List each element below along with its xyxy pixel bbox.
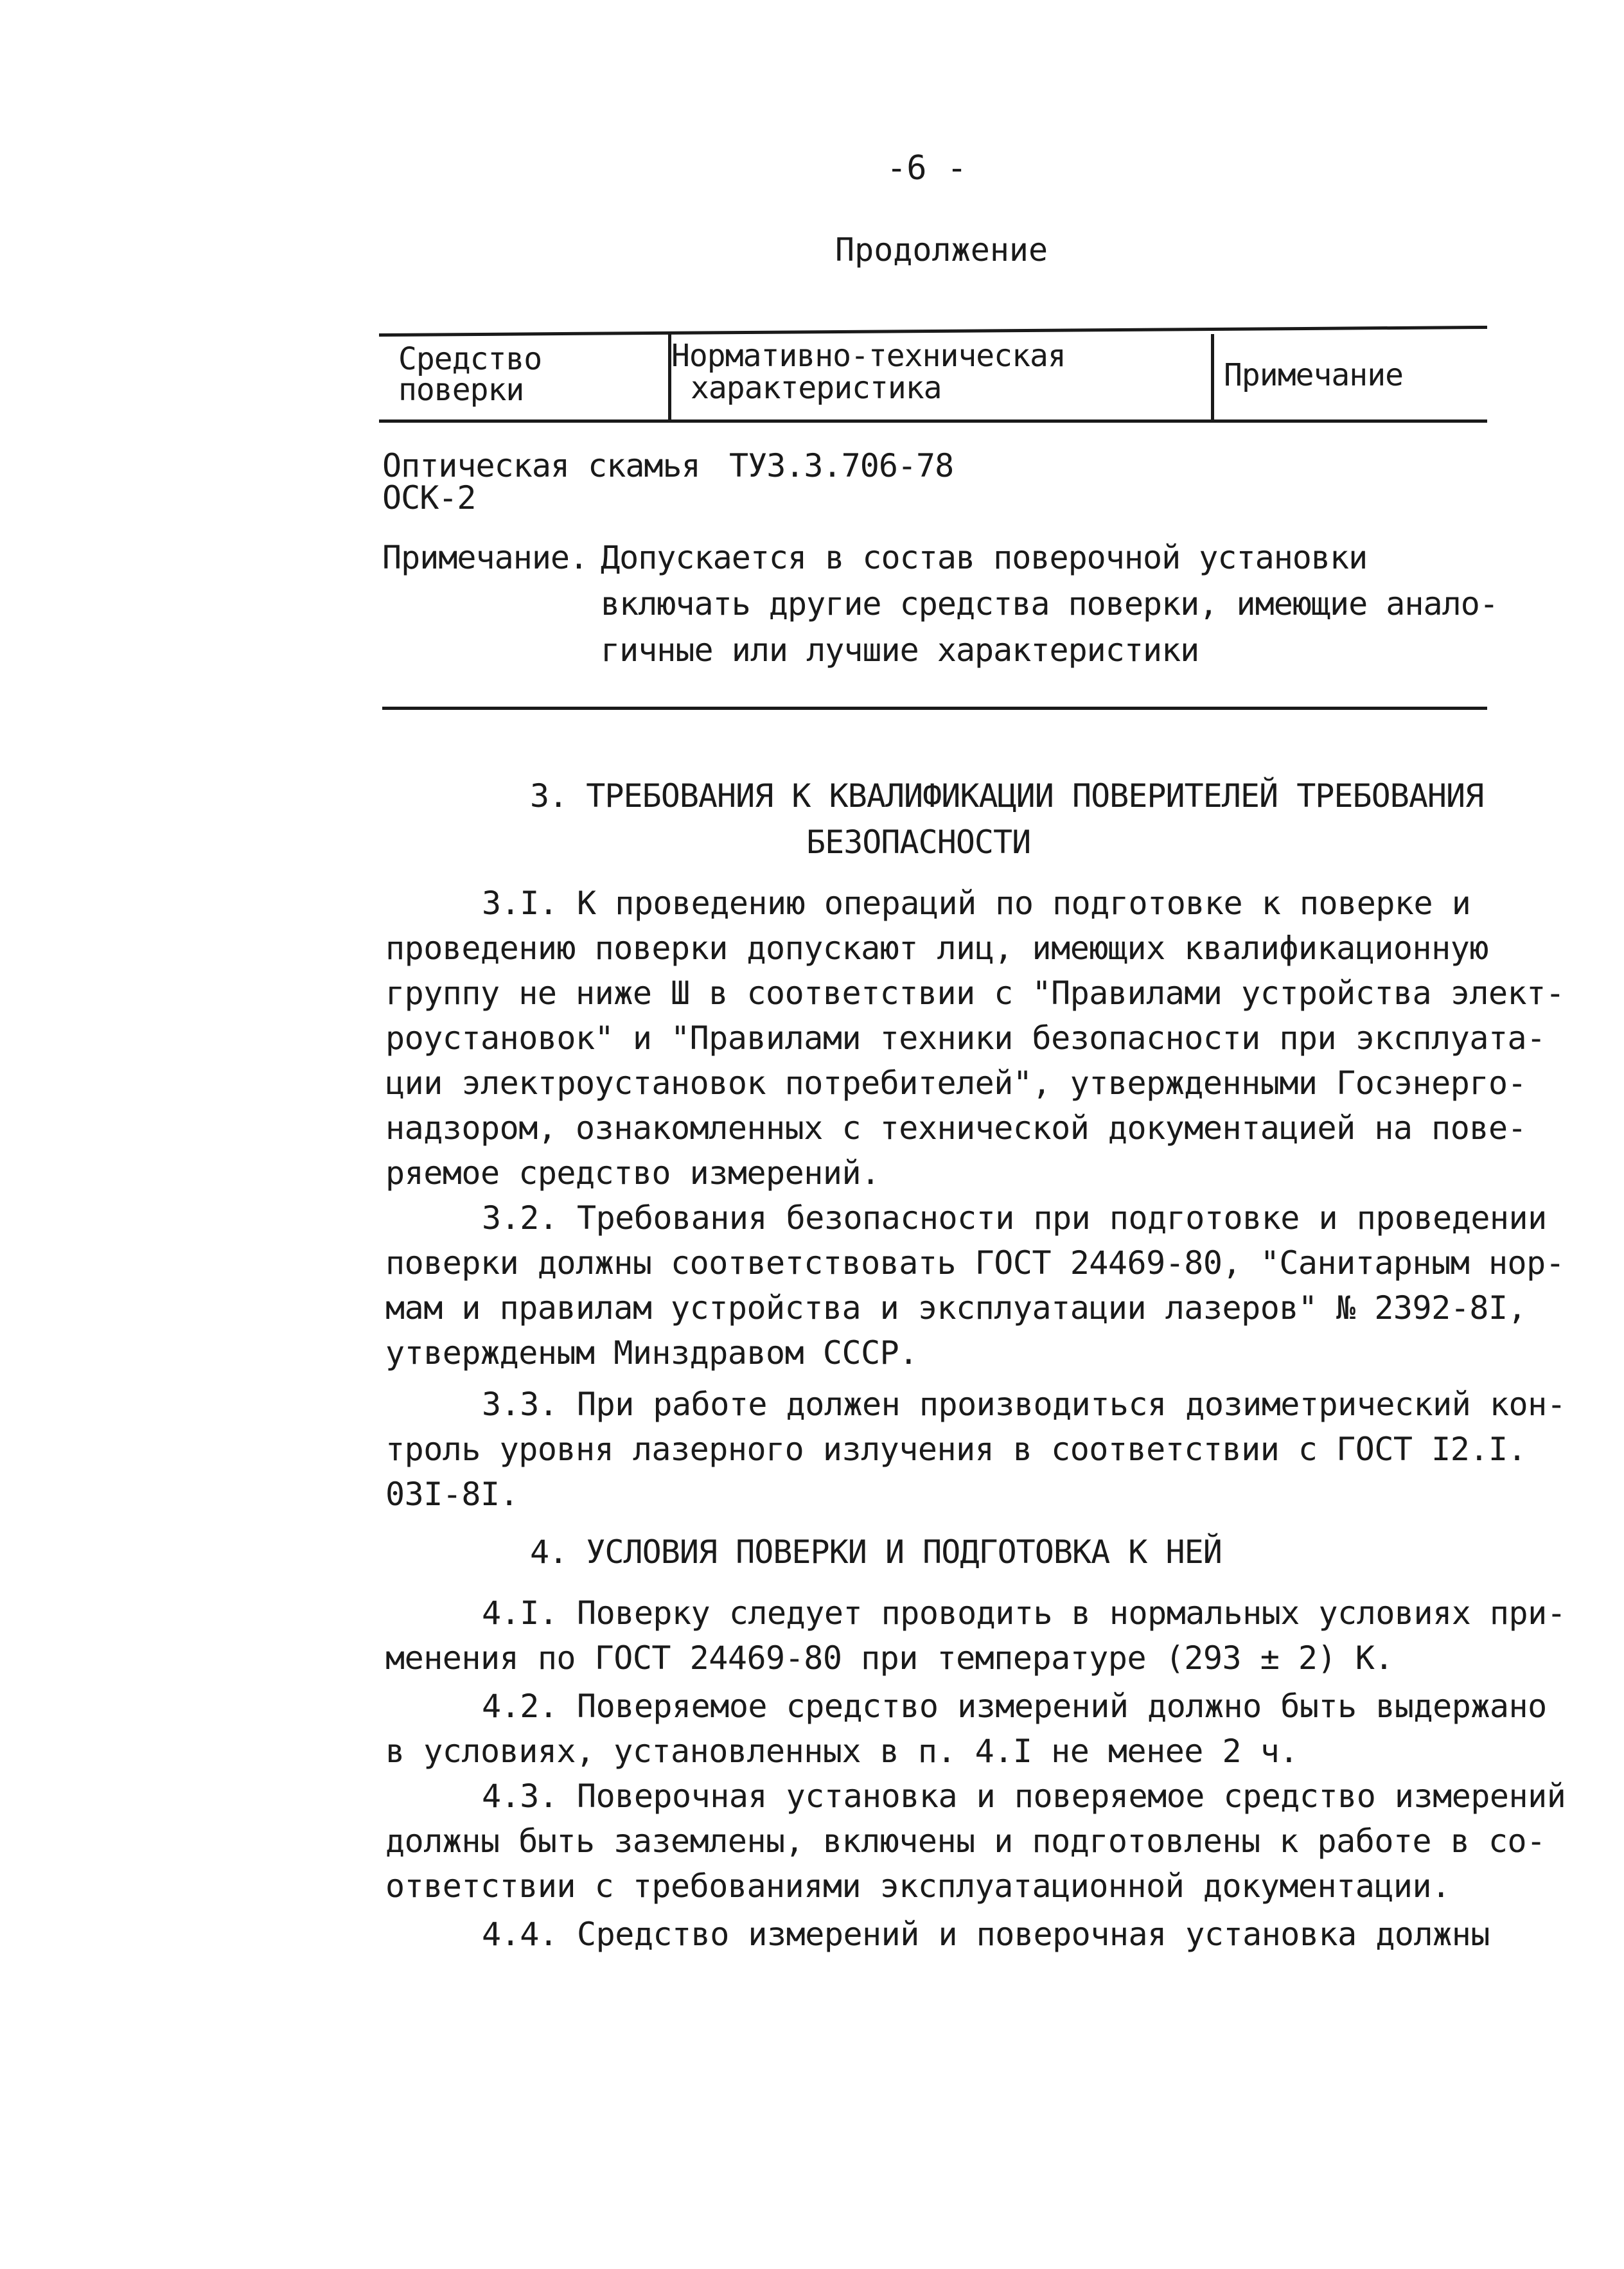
paragraph-line: 4.2. Поверяемое средство измерений должно быть выдержано [482, 1688, 1547, 1725]
paragraph-line: проведению поверки допускают лиц, имеющих квалификационную [385, 930, 1488, 967]
table-header-spec-line2: характеристика [691, 370, 942, 406]
note-label: Примечание. [382, 539, 588, 576]
note-line: Допускается в состав поверочной установки [601, 539, 1368, 576]
paragraph-line: 4.I. Поверку следует проводить в нормальных условиях при- [482, 1594, 1566, 1632]
note-line: включать другие средства поверки, имеющие анало- [601, 585, 1498, 622]
paragraph-line: 3.3. При работе должен производиться дозиметрический кон- [482, 1386, 1566, 1423]
paragraph-line: надзором, ознакомленных с технической документацией на пове- [385, 1109, 1527, 1147]
paragraph-line: группу не ниже Ш в соответствии с "Правилами устройства элект- [385, 975, 1565, 1012]
table-header-bottom-rule [379, 419, 1487, 423]
table-header-tool-line1: Средство [398, 341, 542, 377]
section-4-title: 4. УСЛОВИЯ ПОВЕРКИ И ПОДГОТОВКА К НЕЙ [530, 1533, 1222, 1571]
paragraph-line: в условиях, установленных в п. 4.I не менее 2 ч. [385, 1733, 1298, 1770]
continuation-label: Продолжение [835, 231, 1048, 269]
paragraph-line: мам и правилам устройства и эксплуатации лазеров" № 2392-8I, [385, 1289, 1527, 1327]
paragraph-line: утвержденым Минздравом СССР. [385, 1334, 918, 1372]
paragraph-line: троль уровня лазерного излучения в соответствии с ГОСТ I2.I. [385, 1431, 1527, 1468]
table-header-spec-line1: Нормативно-техническая [671, 338, 1066, 374]
paragraph-line: 3.I. К проведению операций по подготовке к поверке и [482, 885, 1471, 922]
paragraph-line: поверки должны соответствовать ГОСТ 24469-80, "Санитарным нор- [385, 1244, 1565, 1282]
table-col-divider-2 [1211, 334, 1214, 420]
paragraph-line: 4.4. Средство измерений и поверочная установка должны [482, 1916, 1490, 1953]
paragraph-line: 4.3. Поверочная установка и поверяемое средство измерений [482, 1778, 1566, 1815]
table-row-tool-line2: ОСК-2 [382, 479, 476, 516]
paragraph-line: менения по ГОСТ 24469-80 при температуре (293 ± 2) К. [385, 1639, 1393, 1677]
paragraph-line: роустановок" и "Правилами техники безопасности при эксплуата- [385, 1020, 1546, 1057]
section-3-title-line1: 3. ТРЕБОВАНИЯ К КВАЛИФИКАЦИИ ПОВЕРИТЕЛЕЙ ТРЕБОВАНИЯ [530, 777, 1484, 815]
table-end-rule [382, 707, 1487, 710]
paragraph-line: 03I-8I. [385, 1476, 519, 1513]
page-number: -6 - [887, 149, 967, 188]
note-line: гичные или лучшие характеристики [601, 631, 1199, 669]
table-row-spec: ТУ3.3.706-78 [729, 447, 954, 484]
paragraph-line: ряемое средство измерений. [385, 1154, 880, 1192]
paragraph-line: должны быть заземлены, включены и подготовлены к работе в со- [385, 1823, 1546, 1860]
table-top-rule [379, 326, 1487, 337]
paragraph-line: 3.2. Требования безопасности при подготовке и проведении [482, 1199, 1547, 1237]
section-3-title-line2: БЕЗОПАСНОСТИ [806, 824, 1031, 861]
table-header-remark: Примечание [1224, 357, 1403, 393]
table-row-tool-line1: Оптическая скамья [382, 447, 700, 484]
paragraph-line: ции электроустановок потребителей", утвержденными Госэнерго- [385, 1064, 1527, 1102]
table-header-tool-line2: поверки [398, 372, 524, 408]
paragraph-line: ответствии с требованиями эксплуатационной документации. [385, 1867, 1451, 1905]
